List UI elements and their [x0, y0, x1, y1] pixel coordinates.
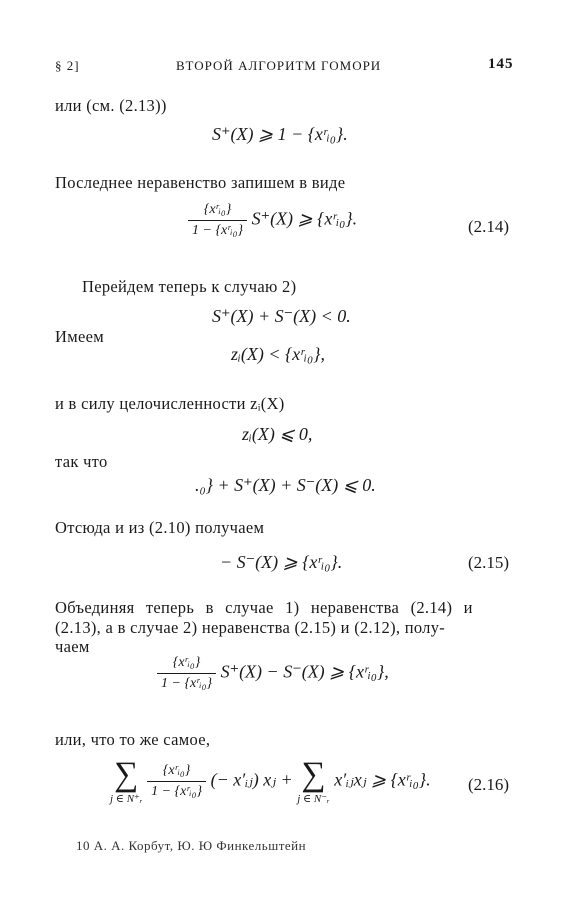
equation-label-2-16: (2.16) — [468, 775, 510, 794]
paragraph-line-3: чаем — [55, 637, 90, 656]
equation-label-2-14: (2.14) — [468, 217, 510, 236]
equation-label-2-15: (2.15) — [468, 553, 510, 572]
equation-5: zᵢ(X) ⩽ 0, — [242, 424, 313, 444]
text-line-7: Отсюда и из (2.10) получаем — [55, 518, 265, 537]
fraction-2: $\frac{\text{\{xʳᵢ₀\}}}{\text{1 − \{xʳᵢ₀\}}}$ — [188, 202, 247, 239]
sum-symbol-2: ∑ j ∈ N⁻ᵣ — [297, 756, 330, 805]
text-line-5: и в силу целочисленности zᵢ(X) — [55, 394, 285, 413]
equation-1: S⁺(X) ⩾ 1 − {xʳᵢ₀}. — [212, 124, 348, 144]
text-line-8: или, что то же самое, — [55, 730, 211, 749]
equation-3: S⁺(X) + S⁻(X) < 0. — [212, 306, 351, 326]
section-mark: § 2] — [55, 58, 80, 73]
equation-4: zᵢ(X) < {xʳᵢ₀}, — [231, 344, 325, 364]
equation-8: $\frac{\text{\{xʳᵢ₀\}}}{\text{1 − \{xʳᵢ₀\}}}$ S⁺(X) − S⁻(X) ⩾ {xʳᵢ₀}, — [157, 655, 389, 692]
sum-symbol-1: ∑ j ∈ N⁺ᵣ — [110, 756, 143, 805]
text-line-1: или (см. (2.13)) — [55, 96, 167, 115]
equation-9: ∑ j ∈ N⁺ᵣ $\frac{\text{\{xʳᵢ₀\}}}{\text{1 − \{xʳᵢ₀\}}}$ (− x′ᵢⱼ) xⱼ + ∑ j ∈ N⁻ᵣ x′ᵢⱼxⱼ ⩾ {xʳᵢ₀}. — [110, 756, 431, 805]
equation-7: − S⁻(X) ⩾ {xʳᵢ₀}. — [220, 552, 343, 572]
paragraph-line-2: (2.13), а в случае 2) неравенства (2.15) и (2.12), полу- — [55, 618, 446, 637]
text-line-4: Имеем — [55, 327, 104, 346]
text-line-3: Перейдем теперь к случаю 2) — [82, 277, 297, 296]
page-number: 145 — [488, 56, 514, 72]
signature-footer: 10 А. А. Корбут, Ю. Ю Финкельштейн — [76, 838, 307, 853]
fraction-9: $\frac{\text{\{xʳᵢ₀\}}}{\text{1 − \{xʳᵢ₀\}}}$ — [147, 763, 206, 800]
paragraph-line-1: Объединяя теперь в случае 1) неравенства (2.14) и — [55, 598, 473, 617]
equation-2: $\frac{\text{\{xʳᵢ₀\}}}{\text{1 − \{xʳᵢ₀\}}}$ S⁺(X) ⩾ {xʳᵢ₀}. — [188, 202, 357, 239]
text-line-2: Последнее неравенство запишем в виде — [55, 173, 346, 192]
fraction-8: $\frac{\text{\{xʳᵢ₀\}}}{\text{1 − \{xʳᵢ₀\}}}$ — [157, 655, 216, 692]
running-title: ВТОРОЙ АЛГОРИТМ ГОМОРИ — [176, 58, 382, 73]
equation-6: .₀} + S⁺(X) + S⁻(X) ⩽ 0. — [195, 475, 376, 495]
text-line-6: так что — [55, 452, 108, 471]
